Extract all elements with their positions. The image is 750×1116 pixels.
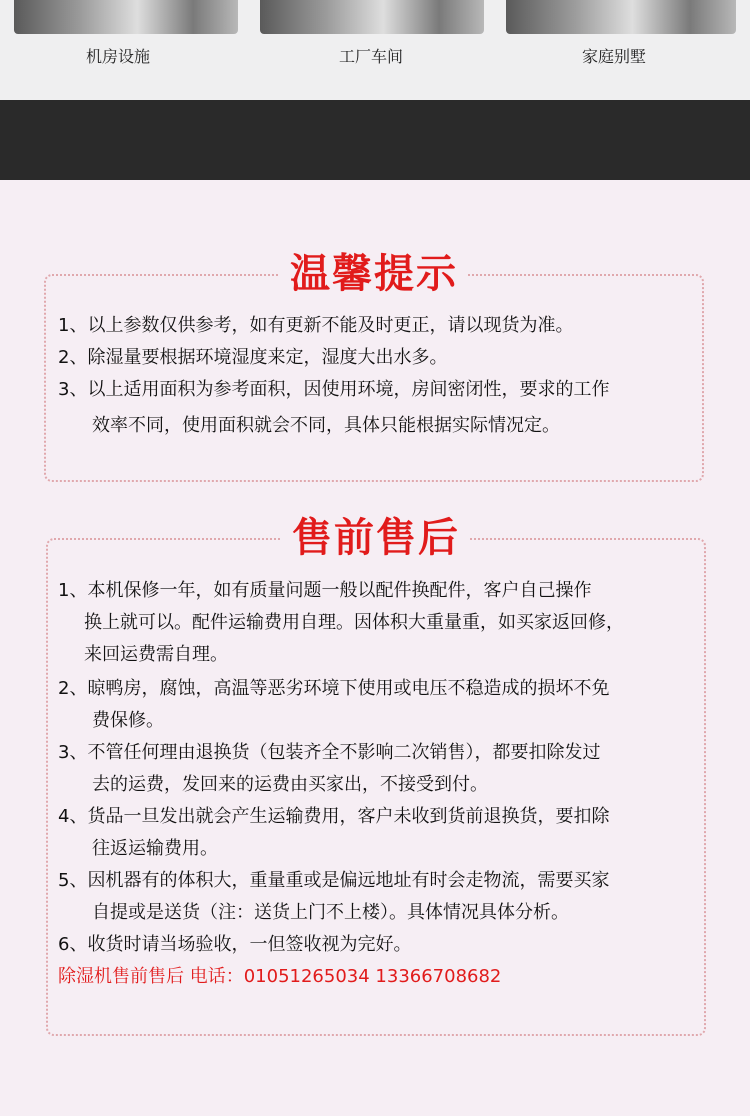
gallery-label-factory: 工厂车间: [339, 47, 404, 66]
tips-line: 效率不同，使用面积就会不同，具体只能根据实际情况定。: [92, 415, 560, 436]
dark-banner: [0, 100, 750, 180]
banner-scalloped-edge: [0, 174, 750, 184]
factory-image: [260, 0, 484, 34]
after-sales-line: 1、本机保修一年，如有质量问题一般以配件换配件，客户自己操作: [58, 580, 592, 601]
after-sales-line: 来回运费需自理。: [84, 644, 228, 665]
after-sales-line: 6、收货时请当场验收，一但签收视为完好。: [58, 934, 412, 955]
tips-line: 2、除湿量要根据环境湿度来定，湿度大出水多。: [58, 347, 448, 368]
server-room-image: [14, 0, 238, 34]
after-sales-line: 2、晾鸭房，腐蚀，高温等恶劣环境下使用或电压不稳造成的损坏不免: [58, 678, 610, 699]
after-sales-line: 自提或是送货（注：送货上门不上楼）。具体情况具体分析。: [92, 902, 569, 923]
gallery-label-server-room: 机房设施: [86, 47, 151, 66]
villa-image: [506, 0, 736, 34]
contact-phone: 除湿机售前售后 电话：01051265034 13366708682: [58, 966, 502, 987]
after-sales-line: 换上就可以。配件运输费用自理。因体积大重量重，如买家返回修，: [84, 612, 624, 633]
after-sales-line: 去的运费，发回来的运费由买家出，不接受到付。: [92, 774, 488, 795]
after-sales-line: 3、不管任何理由退换货（包装齐全不影响二次销售），都要扣除发过: [58, 742, 601, 763]
after-sales-line: 往返运输费用。: [92, 838, 218, 859]
after-sales-line: 费保修。: [92, 710, 164, 731]
tips-line: 1、以上参数仅供参考，如有更新不能及时更正，请以现货为准。: [58, 315, 574, 336]
gallery-label-villa: 家庭别墅: [582, 47, 647, 66]
after-sales-title: 售前售后: [282, 514, 470, 562]
after-sales-line: 4、货品一旦发出就会产生运输费用，客户未收到货前退换货，要扣除: [58, 806, 610, 827]
gallery-strip: [0, 0, 750, 100]
tips-line: 3、以上适用面积为参考面积，因使用环境，房间密闭性，要求的工作: [58, 379, 610, 400]
tips-title: 温馨提示: [280, 250, 468, 298]
after-sales-line: 5、因机器有的体积大，重量重或是偏远地址有时会走物流，需要买家: [58, 870, 610, 891]
